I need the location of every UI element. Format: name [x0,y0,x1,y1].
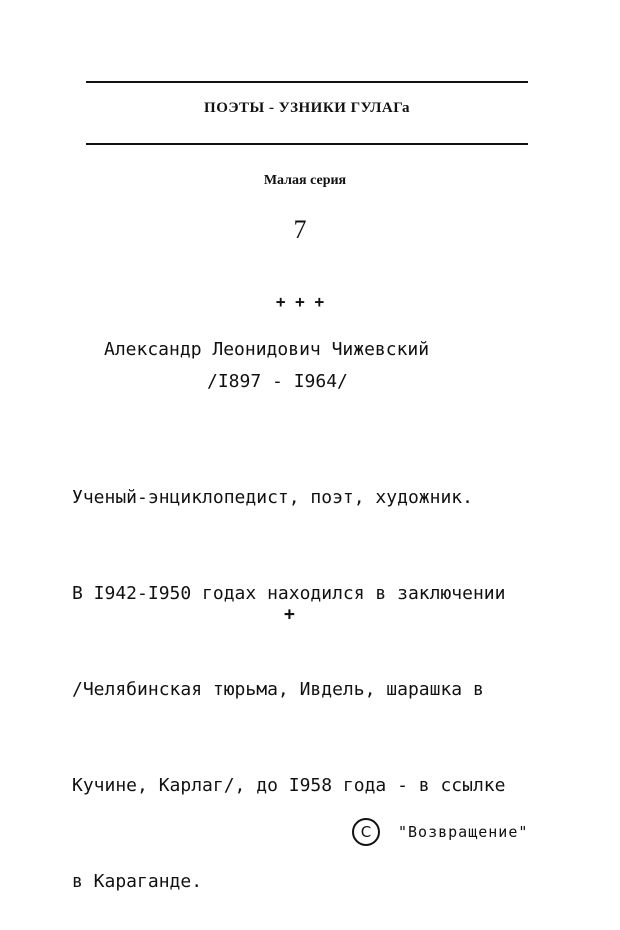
biography [72,418,505,930]
publisher-name: "Возвращение" [398,823,529,841]
author-name: Александр Леонидович Чижевский [104,339,430,360]
copyright-icon: C [352,818,380,846]
ornament-top: + + + [275,292,325,311]
bio-line: в Караганде. [72,871,203,892]
bio-line: /Челябинская тюрьма, Ивдель, шарашка в [72,679,484,700]
volume-number: 7 [293,215,307,244]
bio-line: В I942-I950 годах находился в заключении [72,583,506,604]
subseries-label: Малая серия [263,173,347,188]
footer [352,818,528,846]
ornament-bottom: + [284,604,295,625]
author-years: /I897 - I964/ [207,371,348,392]
bottom-rule [86,143,528,145]
series-title: ПОЭТЫ - УЗНИКИ ГУЛАГа [204,100,410,116]
bio-line: Ученый-энциклопедист, поэт, художник. [72,487,473,508]
bio-line: Кучине, Карлаг/, до I958 года - в ссылке [72,775,506,796]
top-rule [86,81,528,83]
